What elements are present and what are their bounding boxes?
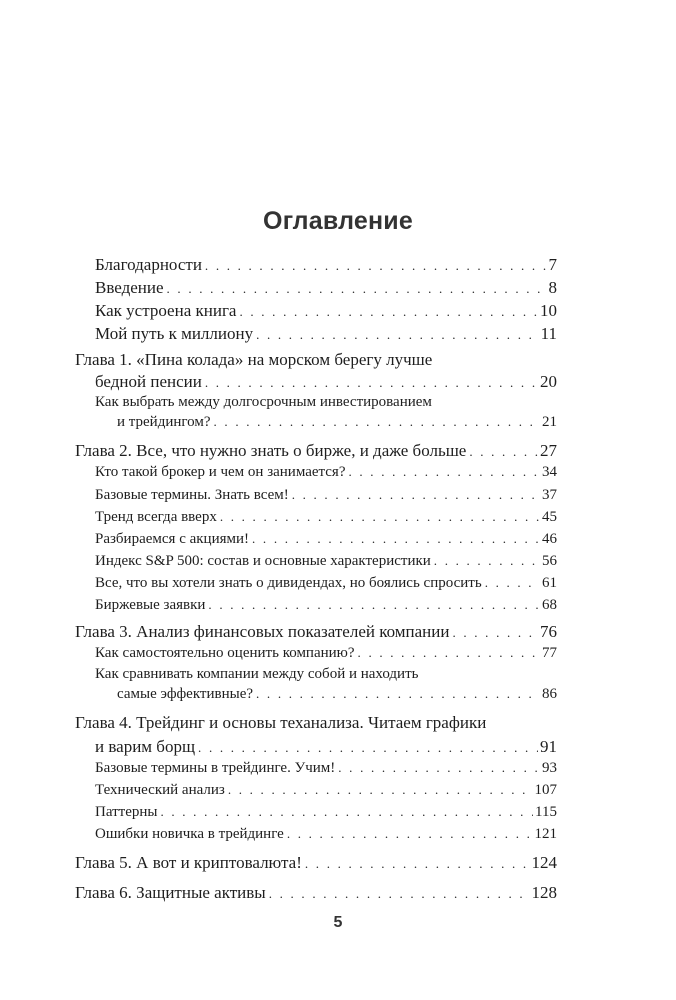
dot-leader — [208, 597, 540, 613]
toc-entry-page: 91 — [540, 737, 557, 756]
toc-entry-page: 11 — [540, 324, 557, 343]
toc-entry-page: 128 — [531, 883, 557, 902]
toc-entry-chapter-5[interactable] — [75, 853, 557, 873]
dot-leader — [338, 760, 540, 776]
toc-entry-page: 93 — [542, 760, 557, 776]
toc-entry-chapter-4[interactable] — [95, 737, 557, 757]
toc-entry-page: 56 — [542, 553, 557, 569]
toc-entry-label: Технический анализ — [95, 782, 225, 798]
toc-entry-my-path[interactable] — [95, 324, 557, 344]
toc-entry-page: 45 — [542, 509, 557, 525]
chapter-1-section-1-line-1[interactable]: Как выбрать между долгосрочным инвестированием — [95, 394, 432, 410]
dot-leader — [485, 575, 540, 591]
page-number: 5 — [333, 914, 343, 931]
toc-entry-page: 8 — [548, 278, 557, 297]
dot-leader — [256, 327, 539, 343]
toc-entry-page: 121 — [534, 826, 557, 842]
dot-leader — [287, 826, 533, 842]
toc-entry-label: Как устроена книга — [95, 301, 237, 320]
toc-entry-page: 10 — [540, 301, 557, 320]
dot-leader — [434, 553, 540, 569]
toc-entry-page: 21 — [542, 414, 557, 430]
page-title: Оглавление — [263, 207, 413, 235]
toc-entry-chapter-3-section-2[interactable] — [117, 686, 557, 703]
toc-entry-label: Тренд всегда вверх — [95, 509, 217, 525]
toc-entry-page: 124 — [531, 853, 557, 872]
toc-entry-chapter-6[interactable] — [75, 883, 557, 903]
toc-entry-page: 107 — [534, 782, 557, 798]
toc-entry-label: Разбираемся с акциями! — [95, 531, 250, 547]
dot-leader — [239, 304, 538, 320]
toc-entry-chapter-1[interactable] — [95, 372, 557, 392]
toc-entry-label: бедной пенсии — [95, 372, 202, 391]
toc-entry-label: Глава 6. Защитные активы — [75, 883, 266, 902]
toc-entry-book-structure[interactable] — [95, 301, 557, 321]
toc-entry-label: самые эффективные? — [117, 686, 254, 702]
toc-entry-label: Кто такой брокер и чем он занимается? — [95, 464, 346, 480]
toc-entry-chapter-2-section[interactable] — [95, 553, 557, 570]
dot-leader — [214, 414, 540, 430]
toc-entry-page: 34 — [542, 464, 557, 480]
toc-entry-label: Мой путь к миллиону — [95, 324, 254, 343]
toc-entry-page: 46 — [542, 531, 557, 547]
toc-entry-page: 68 — [542, 597, 557, 613]
toc-entry-label: Благодарности — [95, 255, 202, 274]
toc-entry-label: Введение — [95, 278, 164, 297]
toc-entry-label: и трейдингом? — [117, 414, 211, 430]
toc-entry-label: Биржевые заявки — [95, 597, 206, 613]
toc-entry-page: 37 — [542, 487, 557, 503]
chapter-3-section-2-line-1[interactable]: Как сравнивать компании между собой и находить — [95, 666, 419, 682]
dot-leader — [358, 645, 540, 661]
toc-entry-page: 27 — [540, 441, 557, 460]
toc-entry-label: Базовые термины. Знать всем! — [95, 487, 289, 503]
dot-leader — [349, 464, 541, 480]
toc-entry-page: 115 — [535, 804, 557, 820]
toc-entry-chapter-3[interactable] — [75, 622, 557, 642]
toc-entry-label: Глава 2. Все, что нужно знать о бирже, и даже больше — [75, 441, 467, 460]
dot-leader — [205, 375, 538, 391]
toc-entry-chapter-4-section[interactable] — [95, 782, 557, 799]
toc-entry-page: 61 — [542, 575, 557, 591]
dot-leader — [228, 782, 533, 798]
toc-entry-chapter-2-section[interactable] — [95, 575, 557, 592]
toc-entry-label: Базовые термины в трейдинге. Учим! — [95, 760, 336, 776]
toc-entry-chapter-2[interactable] — [75, 441, 557, 461]
toc-entry-chapter-2-section[interactable] — [95, 531, 557, 548]
dot-leader — [160, 804, 533, 820]
dot-leader — [167, 281, 547, 297]
toc-entry-label: Все, что вы хотели знать о дивидендах, но боялись спросить — [95, 575, 482, 591]
toc-entry-page: 86 — [542, 686, 557, 702]
toc-entry-label: Глава 3. Анализ финансовых показателей компании — [75, 622, 450, 641]
toc-entry-label: Глава 5. А вот и криптовалюта! — [75, 853, 302, 872]
toc-entry-chapter-2-section[interactable] — [95, 597, 557, 614]
toc-entry-chapter-2-section[interactable] — [95, 464, 557, 481]
toc-entry-chapter-4-section[interactable] — [95, 804, 557, 821]
dot-leader — [220, 509, 540, 525]
toc-entry-label: Паттерны — [95, 804, 158, 820]
dot-leader — [469, 444, 538, 460]
toc-entry-page: 20 — [540, 372, 557, 391]
dot-leader — [256, 686, 540, 702]
toc-entry-chapter-2-section[interactable] — [95, 487, 557, 504]
toc-entry-chapter-4-section[interactable] — [95, 826, 557, 843]
dot-leader — [198, 740, 538, 756]
dot-leader — [269, 886, 530, 902]
dot-leader — [305, 856, 530, 872]
dot-leader — [205, 258, 547, 274]
toc-entry-introduction[interactable] — [95, 278, 557, 298]
dot-leader — [452, 625, 538, 641]
chapter-4-title-line-1[interactable]: Глава 4. Трейдинг и основы теханализа. Читаем графики — [75, 713, 487, 732]
toc-entry-label: Как самостоятельно оценить компанию? — [95, 645, 355, 661]
toc-entry-chapter-1-section-1[interactable] — [117, 414, 557, 431]
chapter-1-title-line-1[interactable]: Глава 1. «Пина колада» на морском берегу лучше — [75, 350, 433, 369]
toc-entry-chapter-2-section[interactable] — [95, 509, 557, 526]
toc-entry-label: Ошибки новичка в трейдинге — [95, 826, 284, 842]
dot-leader — [252, 531, 540, 547]
toc-entry-chapter-3-section-1[interactable] — [95, 645, 557, 662]
toc-entry-acknowledgements[interactable] — [95, 255, 557, 275]
toc-entry-page: 76 — [540, 622, 557, 641]
toc-entry-label: и варим борщ — [95, 737, 196, 756]
toc-entry-label: Индекс S&P 500: состав и основные характеристики — [95, 553, 431, 569]
toc-entry-page: 77 — [542, 645, 557, 661]
toc-entry-page: 7 — [548, 255, 557, 274]
toc-entry-chapter-4-section[interactable] — [95, 760, 557, 777]
dot-leader — [292, 487, 540, 503]
